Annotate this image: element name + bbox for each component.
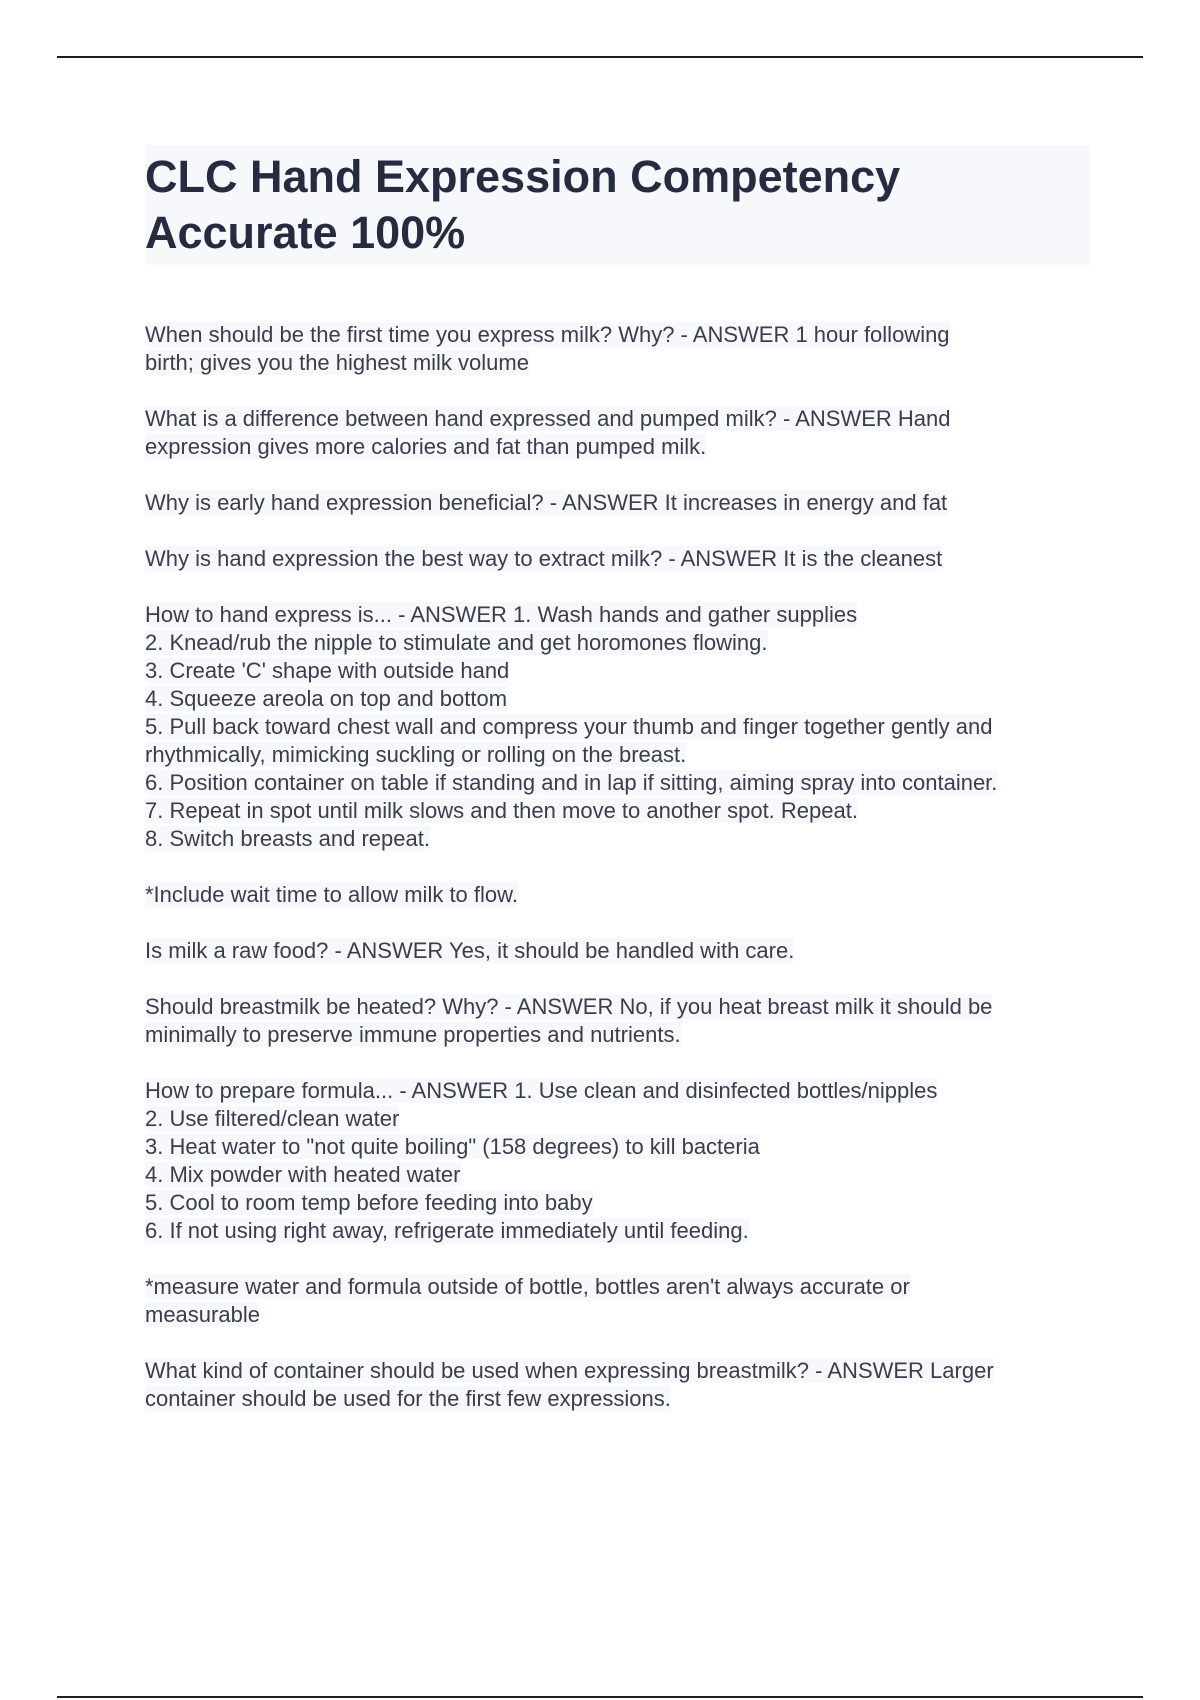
qa-paragraph — [145, 1357, 1090, 1413]
qa-line-text: 3. Create 'C' shape with outside hand — [145, 658, 510, 683]
qa-line — [145, 937, 1090, 965]
qa-line-text: 8. Switch breasts and repeat. — [145, 826, 430, 851]
title-block — [145, 145, 1090, 265]
qa-line — [145, 601, 1090, 629]
qa-line — [145, 405, 1090, 433]
qa-line-text: 4. Mix powder with heated water — [145, 1162, 461, 1187]
qa-line-text: 4. Squeeze areola on top and bottom — [145, 686, 508, 711]
qa-line-text: minimally to preserve immune properties and nutrients. — [145, 1022, 681, 1047]
qa-line-text: container should be used for the first few expressions. — [145, 1386, 671, 1411]
qa-line-text: *Include wait time to allow milk to flow. — [145, 882, 518, 907]
qa-line — [145, 1189, 1090, 1217]
qa-line — [145, 1357, 1090, 1385]
qa-line — [145, 1133, 1090, 1161]
qa-line-text: rhythmically, mimicking suckling or rolling on the breast. — [145, 742, 687, 767]
qa-line-text: What is a difference between hand expressed and pumped milk? - ANSWER Hand — [145, 406, 951, 431]
qa-line-text: 2. Use filtered/clean water — [145, 1106, 400, 1131]
document-body — [145, 145, 1090, 1441]
top-rule — [57, 56, 1143, 58]
qa-paragraph — [145, 489, 1090, 517]
qa-line — [145, 433, 1090, 461]
qa-line-text: 5. Pull back toward chest wall and compress your thumb and finger together gently and — [145, 714, 993, 739]
qa-line — [145, 685, 1090, 713]
qa-line-text: 7. Repeat in spot until milk slows and then move to another spot. Repeat. — [145, 798, 858, 823]
qa-line-text: How to hand express is... - ANSWER 1. Wash hands and gather supplies — [145, 602, 858, 627]
qa-line — [145, 825, 1090, 853]
qa-paragraph — [145, 405, 1090, 461]
qa-line — [145, 1301, 1090, 1329]
qa-paragraph — [145, 881, 1090, 909]
qa-paragraph — [145, 545, 1090, 573]
qa-line — [145, 1105, 1090, 1133]
qa-line-text: 6. Position container on table if standing and in lap if sitting, aiming spray into container. — [145, 770, 998, 795]
qa-list — [145, 321, 1090, 1413]
qa-line-text: measurable — [145, 1302, 260, 1327]
qa-line-text: 5. Cool to room temp before feeding into baby — [145, 1190, 593, 1215]
qa-line-text: Is milk a raw food? - ANSWER Yes, it should be handled with care. — [145, 938, 795, 963]
qa-line — [145, 349, 1090, 377]
qa-line-text: How to prepare formula... - ANSWER 1. Use clean and disinfected bottles/nipples — [145, 1078, 938, 1103]
qa-line — [145, 1217, 1090, 1245]
qa-line — [145, 1077, 1090, 1105]
qa-line — [145, 629, 1090, 657]
qa-line — [145, 769, 1090, 797]
qa-line — [145, 713, 1090, 741]
qa-line — [145, 797, 1090, 825]
title-line: Accurate 100% — [145, 207, 466, 258]
qa-line — [145, 1161, 1090, 1189]
qa-paragraph — [145, 1273, 1090, 1329]
qa-line-text: 3. Heat water to "not quite boiling" (158 degrees) to kill bacteria — [145, 1134, 760, 1159]
qa-line — [145, 321, 1090, 349]
page-title — [145, 149, 1090, 261]
qa-line — [145, 489, 1090, 517]
qa-line-text: Why is hand expression the best way to extract milk? - ANSWER It is the cleanest — [145, 546, 943, 571]
qa-line-text: When should be the first time you express milk? Why? - ANSWER 1 hour following — [145, 322, 950, 347]
qa-line — [145, 1385, 1090, 1413]
qa-paragraph — [145, 993, 1090, 1049]
qa-line-text: 6. If not using right away, refrigerate immediately until feeding. — [145, 1218, 749, 1243]
bottom-rule — [57, 1696, 1143, 1698]
qa-line — [145, 1273, 1090, 1301]
qa-line-text: Should breastmilk be heated? Why? - ANSWER No, if you heat breast milk it should be — [145, 994, 993, 1019]
qa-line — [145, 545, 1090, 573]
qa-line-text: What kind of container should be used when expressing breastmilk? - ANSWER Larger — [145, 1358, 994, 1383]
qa-line-text: Why is early hand expression beneficial? - ANSWER It increases in energy and fat — [145, 490, 948, 515]
qa-paragraph — [145, 1077, 1090, 1245]
qa-line-text: *measure water and formula outside of bottle, bottles aren't always accurate or — [145, 1274, 910, 1299]
qa-line-text: 2. Knead/rub the nipple to stimulate and get horomones flowing. — [145, 630, 768, 655]
qa-paragraph — [145, 937, 1090, 965]
qa-line-text: expression gives more calories and fat than pumped milk. — [145, 434, 707, 459]
qa-line — [145, 657, 1090, 685]
qa-line — [145, 993, 1090, 1021]
qa-line-text: birth; gives you the highest milk volume — [145, 350, 529, 375]
qa-paragraph — [145, 321, 1090, 377]
qa-paragraph — [145, 601, 1090, 853]
qa-line — [145, 741, 1090, 769]
qa-line — [145, 881, 1090, 909]
title-line: CLC Hand Expression Competency — [145, 151, 901, 202]
qa-line — [145, 1021, 1090, 1049]
